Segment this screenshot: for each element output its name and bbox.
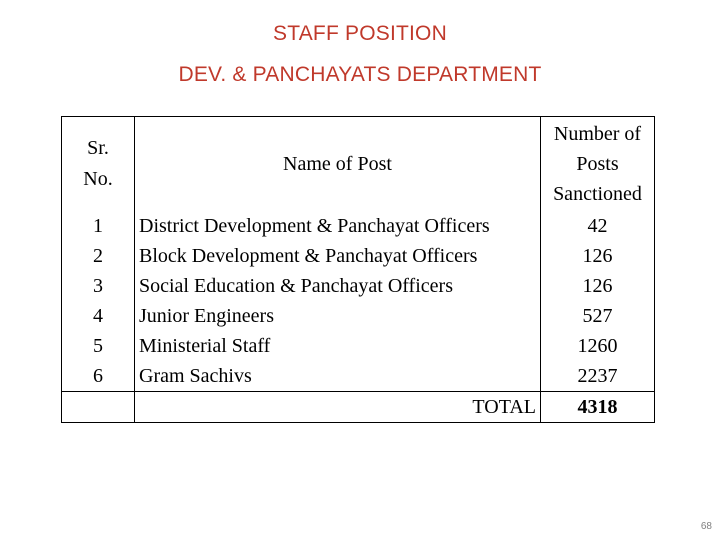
- cell-post: District Development & Panchayat Officers: [135, 211, 541, 241]
- cell-sr: 2: [62, 241, 135, 271]
- cell-count: 126: [582, 275, 613, 297]
- table-row: [62, 241, 655, 271]
- total-label: TOTAL: [135, 392, 541, 423]
- page-title-line1: STAFF POSITION: [273, 22, 447, 45]
- cell-sr: 5: [62, 331, 135, 361]
- cell-count: 126: [582, 245, 613, 267]
- cell-count: 527: [582, 305, 613, 327]
- header-number-sanctioned: Number of Posts Sanctioned: [553, 123, 642, 205]
- header-name-of-post: Name of Post: [135, 117, 541, 212]
- cell-post: Ministerial Staff: [135, 331, 541, 361]
- cell-count: 1260: [577, 335, 618, 357]
- page-title-line2: DEV. & PANCHAYATS DEPARTMENT: [178, 63, 542, 86]
- staff-position-table: [61, 116, 655, 423]
- table-total-row: [62, 392, 655, 423]
- cell-post: Junior Engineers: [135, 301, 541, 331]
- table-row: [62, 301, 655, 331]
- table-row: [62, 271, 655, 301]
- cell-sr: 6: [62, 361, 135, 392]
- cell-post: Social Education & Panchayat Officers: [135, 271, 541, 301]
- header-sr-no: Sr. No.: [62, 117, 135, 212]
- page-number: 68: [700, 521, 712, 532]
- cell-sr: 4: [62, 301, 135, 331]
- cell-sr: 3: [62, 271, 135, 301]
- table-header-row: [62, 117, 655, 212]
- cell-post: Gram Sachivs: [135, 361, 541, 392]
- cell-sr: 1: [62, 211, 135, 241]
- cell-post: Block Development & Panchayat Officers: [135, 241, 541, 271]
- table-row: [62, 211, 655, 241]
- total-value: 4318: [541, 392, 655, 423]
- cell-count: 2237: [577, 365, 618, 387]
- table-row: [62, 361, 655, 392]
- cell-empty: [62, 392, 135, 423]
- cell-count: 42: [587, 215, 608, 237]
- table-row: [62, 331, 655, 361]
